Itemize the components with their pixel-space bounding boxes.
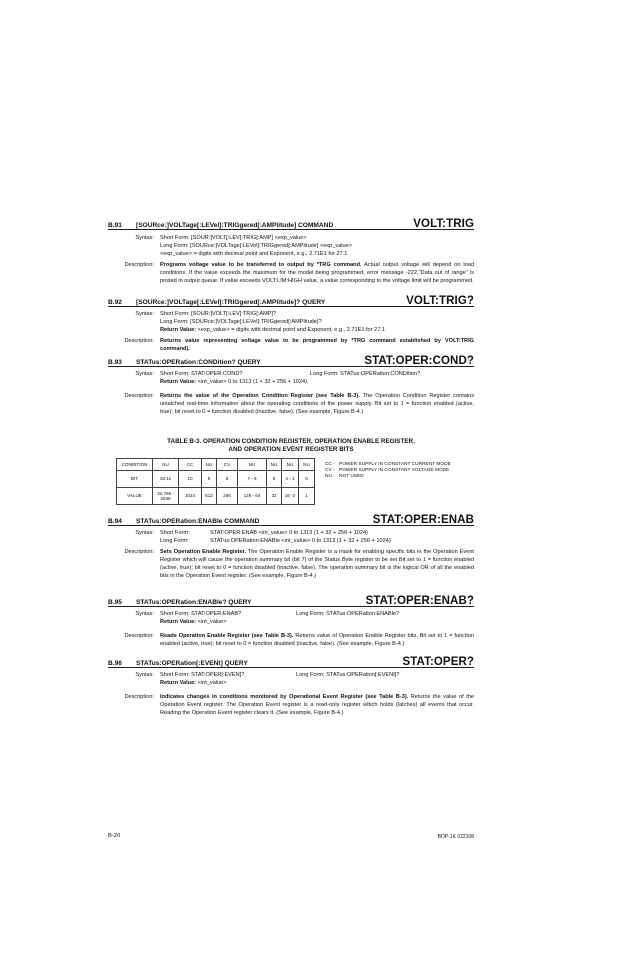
return-text: <int_value> 0 to 1313 (1 + 32 + 256 + 1024). <box>196 379 309 385</box>
return-value <box>160 326 474 334</box>
table-cell: NU <box>153 459 179 471</box>
section-b96 <box>108 654 474 717</box>
section-title: STATus:OPERation:CONDition? QUERY <box>136 359 261 366</box>
table-caption <box>108 438 474 454</box>
table-cell: VALUE <box>117 488 153 505</box>
description-label: Description: <box>124 633 154 639</box>
table-row-value <box>117 488 315 505</box>
short-form: Short Form: [SOUR:]VOLT[:LEV]:TRIG[:AMP] <exp_value> <box>160 235 307 241</box>
section-number: B.91 <box>108 222 122 229</box>
section-header <box>108 654 474 668</box>
description-label: Description: <box>124 694 154 700</box>
long-form: Long Form: [SOURce:]VOLTage[:LEVel]:TRIGgered[:AMPlitude]? <box>160 319 322 325</box>
section-title: STATus:OPERation:ENABle? QUERY <box>136 599 252 606</box>
long-form: Long Form: STATus:OPERation[:EVENt]? <box>296 672 400 678</box>
description-text: The Operation Enable Register is a mask for enabling specific bits in the Operation Event Register which will cause the operation summary bit (bit 7) of the Status Byte register to be set Bit set to 1 = function enabled (active, true); bit reset to 0 = function disabled (inactive, false). The operation summary bit is the logical OR of all the enabled bits in the Operation Event register. (See example, Figure B-4.) <box>160 549 474 579</box>
table-cell: 32,768 - 2048 <box>153 488 179 505</box>
legend-item: CV - POWER SUPPLY IN CONSTANT VOLTAGE MODE <box>325 468 450 474</box>
short-form: Short Form: STAT:OPER:COND? <box>160 371 243 377</box>
long-form-label: Long Form: <box>160 538 189 544</box>
table-cell: 0 <box>299 471 315 488</box>
section-b95 <box>108 593 474 648</box>
long-form: Long Form: [SOURce:]VOLTage[:LEVel]:TRIGgered[:AMPlitude] <exp_value> <box>160 243 353 249</box>
description-label: Description: <box>124 338 154 344</box>
table-cell: 16 -2 <box>282 488 299 505</box>
table-cell: 256 <box>217 488 238 505</box>
table-cell: 5 <box>267 471 282 488</box>
description-text: Actual output voltage will depend on load conditions. If the value exceeds the maximum for the model being programmed, error message -222,"Data out of range" is posted in output queue. If value exceeds VOLT:LIM:HIGH value, a value corresponding to the voltage limit will be programmed. <box>160 262 474 284</box>
short-form: Short Form: STAT:OPER[:EVEN]? <box>160 672 245 678</box>
section-title: STATus:OPERation:ENABle COMMAND <box>136 518 260 525</box>
section-title: [SOURce:]VOLTage[:LEVel]:TRIGgered[:AMPlitude] COMMAND <box>136 222 334 229</box>
table-cell: NU <box>299 459 315 471</box>
table-cell: NU <box>238 459 267 471</box>
description-bold: Reads Operation Enable Register (see Table B-3). <box>160 633 294 639</box>
return-text: <int_value> <box>196 680 227 686</box>
table-cell: CONDITION <box>117 459 153 471</box>
description-row <box>108 548 474 580</box>
description-row <box>108 392 474 416</box>
short-form-label: Short Form: <box>160 530 190 536</box>
syntax-row <box>108 610 474 626</box>
syntax-row <box>108 671 474 687</box>
description-bold: Returns value representing voltage value to be programmed by *TRG command established by VOLT:TRIG command). <box>160 338 474 352</box>
syntax-label: Syntax: <box>135 611 154 617</box>
header-rule <box>108 525 474 526</box>
command-tag: VOLT:TRIG <box>413 218 474 230</box>
section-header <box>108 593 474 607</box>
description-label: Description: <box>124 262 154 268</box>
section-header <box>108 216 474 230</box>
table-cell: 8 <box>217 471 238 488</box>
section-header <box>108 353 474 367</box>
description-bold: Sets Operation Enable Register. <box>160 549 247 555</box>
return-label: Return Value: <box>160 327 197 333</box>
short-form: STAT:OPER:ENAB <int_value> 0 to 1313 (1 + 32 + 256 + 1024) <box>210 530 368 536</box>
long-form: Long Form: STATus:OPERation:CONDition? <box>310 371 421 377</box>
description-row <box>108 693 474 717</box>
return-value <box>160 378 474 386</box>
table-cell: 4 - 1 <box>282 471 299 488</box>
section-number: B.94 <box>108 518 122 525</box>
legend-item: NU NOT USED <box>325 474 364 480</box>
section-b91 <box>108 216 474 285</box>
table-cell: CV <box>217 459 238 471</box>
syntax-label: Syntax: <box>135 672 154 678</box>
table-cell: 1024 <box>179 488 202 505</box>
table-cell: NU <box>267 459 282 471</box>
description-bold: Indicates changes in conditions monitored by Operational Event Register (see Table B-3). <box>160 694 409 700</box>
section-number: B.96 <box>108 660 122 667</box>
header-rule <box>108 306 474 307</box>
syntax-row <box>108 234 474 258</box>
section-number: B.95 <box>108 599 122 606</box>
table-cell: CC <box>179 459 202 471</box>
description-text: Returns the value of the Operation Event register. The Operation Event register is a read-only register which holds (latches) all events that occur. Reading the Operation Event register clears it. (See example, Figure B-4.) <box>160 694 474 716</box>
table-row-condition <box>117 459 315 471</box>
syntax-label: Syntax: <box>135 530 154 536</box>
long-form: STATus:OPERation:ENABle <int_value> 0 to 1313 (1 + 32 + 256 + 1024) <box>210 538 391 544</box>
description-text: The Operation Condition Register contains unlatched real-time information about the operating conditions of the power supply. Bit set to 1 = function enabled (active, true); bit reset to 0 = function disabled (inactive, false). (See example, Figure B-4.) <box>160 393 475 415</box>
return-value <box>160 618 474 626</box>
return-label: Return Value: <box>160 619 197 625</box>
description-label: Description: <box>124 393 154 399</box>
return-value <box>160 679 474 687</box>
description-bold: Returns the value of the Operation Condition Register (see Table B-3). <box>160 393 360 399</box>
table-caption-line-2: AND OPERATION EVENT REGISTER BITS <box>228 446 354 453</box>
header-rule <box>108 229 474 230</box>
header-rule <box>108 667 474 668</box>
description-bold: Programs voltage value to be transferred to output by *TRG command. <box>160 262 362 268</box>
long-form: Long Form: STATus:OPERation:ENABle? <box>296 611 400 617</box>
register-bits-table <box>116 458 315 505</box>
table-cell: 1 <box>299 488 315 505</box>
table-cell: 9 <box>202 471 217 488</box>
table-cell: NU <box>202 459 217 471</box>
description-label: Description: <box>124 549 154 555</box>
command-tag: VOLT:TRIG? <box>406 295 474 307</box>
section-title: STATus:OPERation[:EVENt] QUERY <box>136 660 248 667</box>
description-text: Returns value of Operation Enable Register bits. Bit set to 1 = function enabled (active, true); bit reset to 0 = function disabled (inactive, false). (See example, Figure B-4.) <box>160 633 475 647</box>
table-cell: NU <box>282 459 299 471</box>
table-cell: 512 <box>202 488 217 505</box>
short-form: Short Form: [SOUR:]VOLT[:LEV]:TRIG[:AMP]? <box>160 311 277 317</box>
section-b93 <box>108 353 474 416</box>
syntax-row <box>108 310 474 334</box>
table-cell: 32 <box>267 488 282 505</box>
command-tag: STAT:OPER:ENAB? <box>365 595 474 607</box>
short-form: Short Form: STAT:OPER:ENAB? <box>160 611 242 617</box>
section-b94 <box>108 512 474 580</box>
syntax-label: Syntax: <box>135 311 154 317</box>
page-number: B-20 <box>108 833 121 839</box>
table-cell: BIT <box>117 471 153 488</box>
document-id: BOP-1K 022108 <box>437 834 474 840</box>
return-text: <exp_value> = digits with decimal point and Exponent, e.g., 2.71E1 for 27.1 <box>196 327 385 333</box>
table-caption-line-1: TABLE B-3. OPERATION CONDITION REGISTER, OPERATION ENABLE REGISTER, <box>167 438 415 445</box>
table-cell: 128 - 64 <box>238 488 267 505</box>
table-cell: 7 - 6 <box>238 471 267 488</box>
section-title: [SOURce:]VOLTage[:LEVel]:TRIGgered[:AMPlitude]? QUERY <box>136 299 326 306</box>
command-tag: STAT:OPER? <box>402 656 474 668</box>
return-label: Return Value: <box>160 680 197 686</box>
description-row <box>108 261 474 285</box>
return-label: Return Value: <box>160 379 197 385</box>
command-tag: STAT:OPER:ENAB <box>372 514 474 526</box>
return-text: <int_value> <box>196 619 227 625</box>
table-cell: 15-11 <box>153 471 179 488</box>
header-rule <box>108 366 474 367</box>
section-header <box>108 512 474 526</box>
table-cell: 10 <box>179 471 202 488</box>
section-number: B.93 <box>108 359 122 366</box>
description-row <box>108 337 474 353</box>
syntax-row <box>108 370 474 386</box>
table-row-bit <box>117 471 315 488</box>
syntax-label: Syntax: <box>135 235 154 241</box>
syntax-label: Syntax: <box>135 371 154 377</box>
legend-item: CC - POWER SUPPLY IN CONSTANT CURRENT MODE <box>325 462 451 467</box>
description-row <box>108 632 474 648</box>
section-b92 <box>108 293 474 353</box>
section-number: B.92 <box>108 299 122 306</box>
table-legend <box>325 462 451 481</box>
value-format: <exp_value> = digits with decimal point and Exponent, e.g., 2.71E1 for 27.1 <box>160 251 348 257</box>
syntax-row <box>108 529 474 545</box>
section-header <box>108 293 474 307</box>
header-rule <box>108 606 474 607</box>
command-tag: STAT:OPER:COND? <box>364 355 474 367</box>
